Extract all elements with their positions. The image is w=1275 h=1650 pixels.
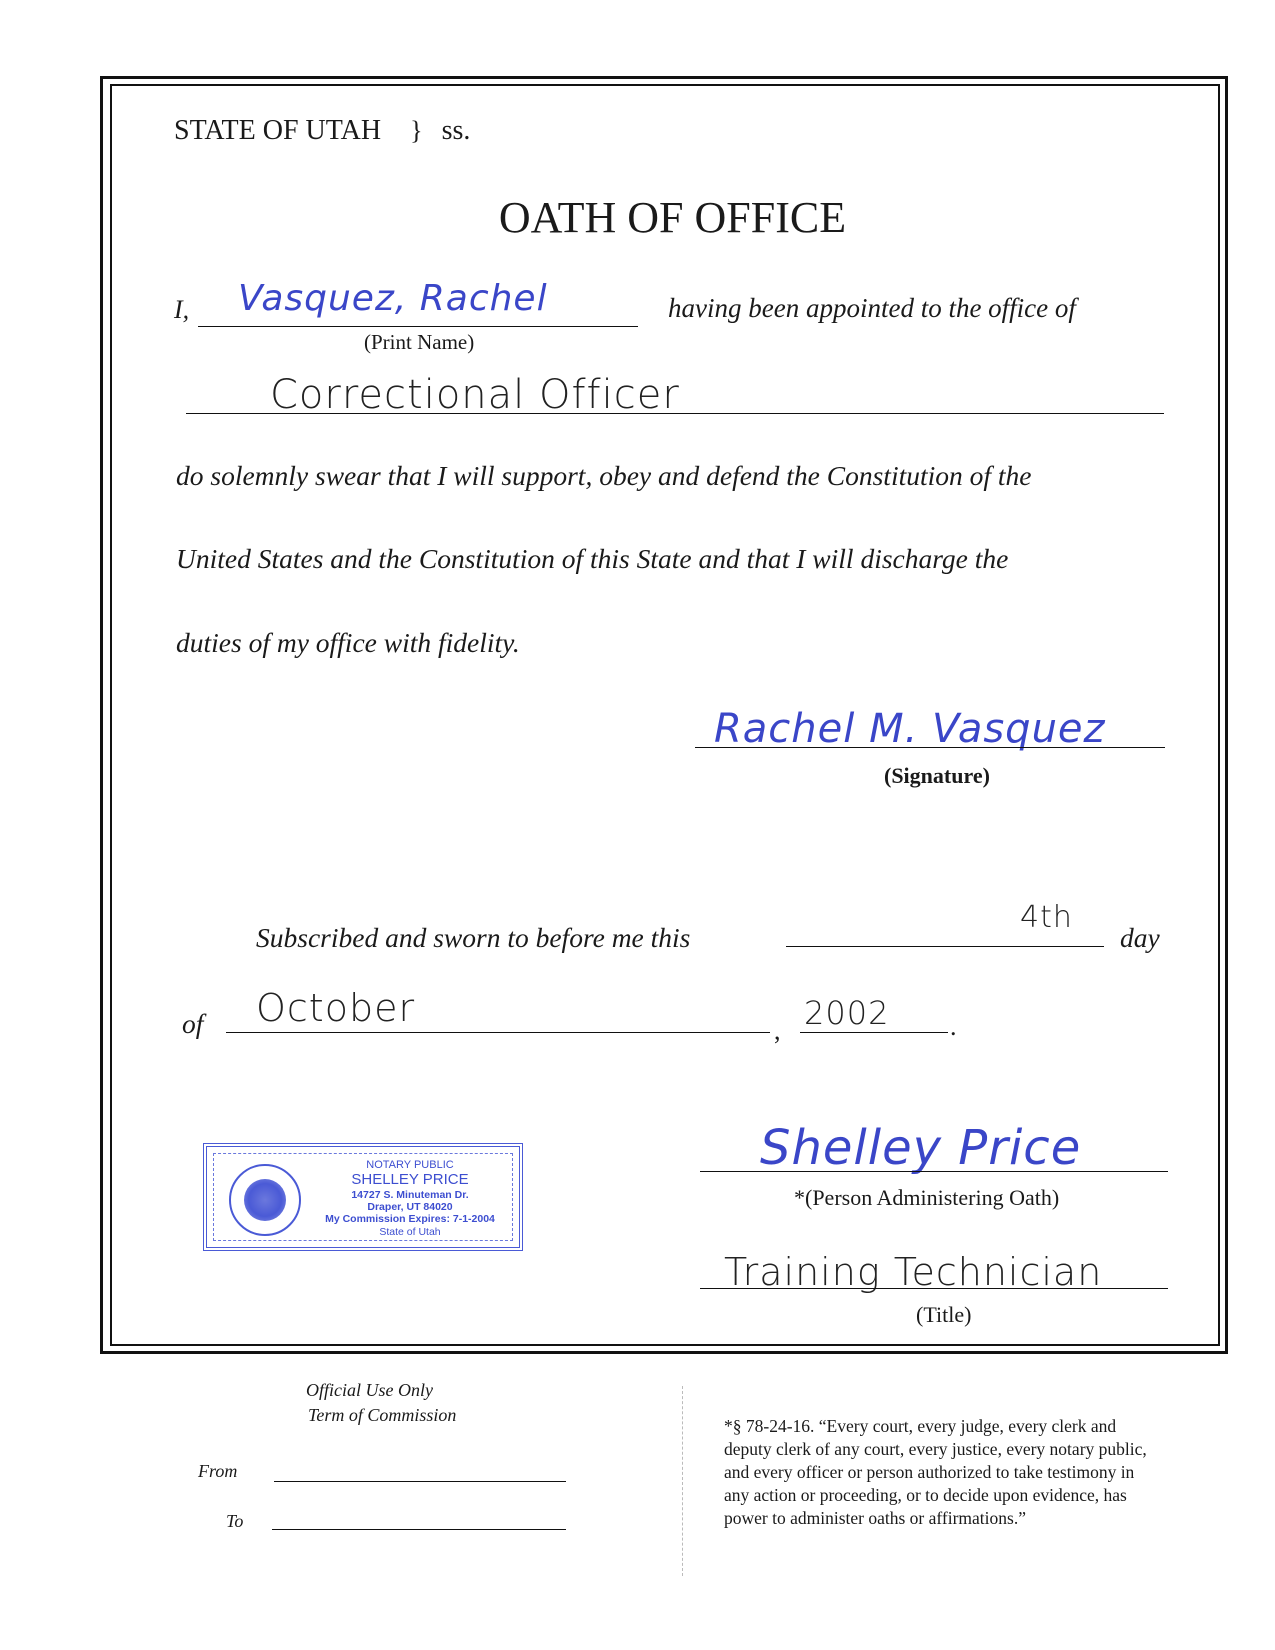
term-of-commission-heading: Term of Commission bbox=[308, 1405, 457, 1425]
signature-line bbox=[695, 747, 1165, 748]
title-line bbox=[700, 1288, 1168, 1289]
to-line bbox=[272, 1529, 566, 1530]
print-name-value: Vasquez, Rachel bbox=[238, 278, 548, 319]
appointed-text: having been appointed to the office of bbox=[668, 293, 1076, 323]
seal-line-2: SHELLEY PRICE bbox=[351, 1171, 469, 1188]
venue-line bbox=[174, 115, 470, 147]
seal-line-5: My Commission Expires: 7-1-2004 bbox=[325, 1213, 495, 1225]
of-word: of bbox=[182, 1008, 204, 1039]
footnote-line-3: and every officer or person authorized to take testimony in bbox=[724, 1462, 1135, 1482]
signature-caption: (Signature) bbox=[884, 763, 990, 788]
title-caption: (Title) bbox=[916, 1302, 972, 1327]
oath-line-2: United States and the Constitution of this State and that I will discharge the bbox=[176, 543, 1009, 574]
administrator-signature-value: Shelley Price bbox=[760, 1120, 1082, 1176]
print-name-line bbox=[198, 326, 638, 327]
seal-line-1: NOTARY PUBLIC bbox=[366, 1159, 454, 1171]
footnote-line-2: deputy clerk of any court, every justice, every notary public, bbox=[724, 1439, 1147, 1459]
signature-value: Rachel M. Vasquez bbox=[714, 706, 1106, 752]
day-value: 4th bbox=[1020, 900, 1073, 935]
from-label: From bbox=[198, 1461, 238, 1481]
footnote-line-1: *§ 78-24-16. “Every court, every judge, every clerk and bbox=[724, 1416, 1117, 1436]
seal-line-3: 14727 S. Minuteman Dr. bbox=[351, 1189, 469, 1201]
print-name-caption: (Print Name) bbox=[364, 330, 475, 354]
oath-line-3: duties of my office with fidelity. bbox=[176, 627, 520, 658]
official-use-heading: Official Use Only bbox=[306, 1380, 433, 1400]
day-line bbox=[786, 946, 1104, 947]
to-label: To bbox=[226, 1511, 244, 1531]
year-value: 2002 bbox=[804, 994, 890, 1032]
brace: } bbox=[410, 116, 423, 145]
period: . bbox=[950, 1012, 957, 1041]
from-line bbox=[274, 1481, 566, 1482]
office-line bbox=[186, 413, 1164, 414]
notary-seal-stamp bbox=[203, 1143, 523, 1251]
state-text: STATE OF UTAH bbox=[174, 115, 382, 146]
seal-line-6: State of Utah bbox=[379, 1226, 441, 1238]
footnote-line-5: power to administer oaths or affirmations.” bbox=[724, 1508, 1026, 1528]
oath-line-1: do solemnly swear that I will support, obey and defend the Constitution of the bbox=[176, 460, 1032, 491]
column-divider bbox=[682, 1386, 683, 1576]
i-label: I, bbox=[174, 295, 190, 324]
month-value: October bbox=[256, 986, 416, 1030]
comma: , bbox=[774, 1016, 781, 1045]
administrator-title-value: Training Technician bbox=[724, 1250, 1103, 1294]
administrator-signature-line bbox=[700, 1171, 1168, 1172]
subscribed-text: Subscribed and sworn to before me this bbox=[256, 922, 691, 953]
ss-text: ss. bbox=[441, 115, 471, 146]
state-seal-emblem-icon bbox=[229, 1164, 301, 1236]
administrator-caption: *(Person Administering Oath) bbox=[794, 1185, 1060, 1210]
footnote-block bbox=[724, 1415, 1147, 1530]
office-value: Correctional Officer bbox=[270, 372, 680, 418]
year-line bbox=[800, 1032, 948, 1033]
seal-line-4: Draper, UT 84020 bbox=[367, 1201, 453, 1213]
page-title: OATH OF OFFICE bbox=[498, 193, 847, 242]
day-word: day bbox=[1120, 922, 1160, 953]
month-line bbox=[226, 1032, 770, 1033]
footnote-line-4: any action or proceeding, or to decide upon evidence, has bbox=[724, 1485, 1127, 1505]
